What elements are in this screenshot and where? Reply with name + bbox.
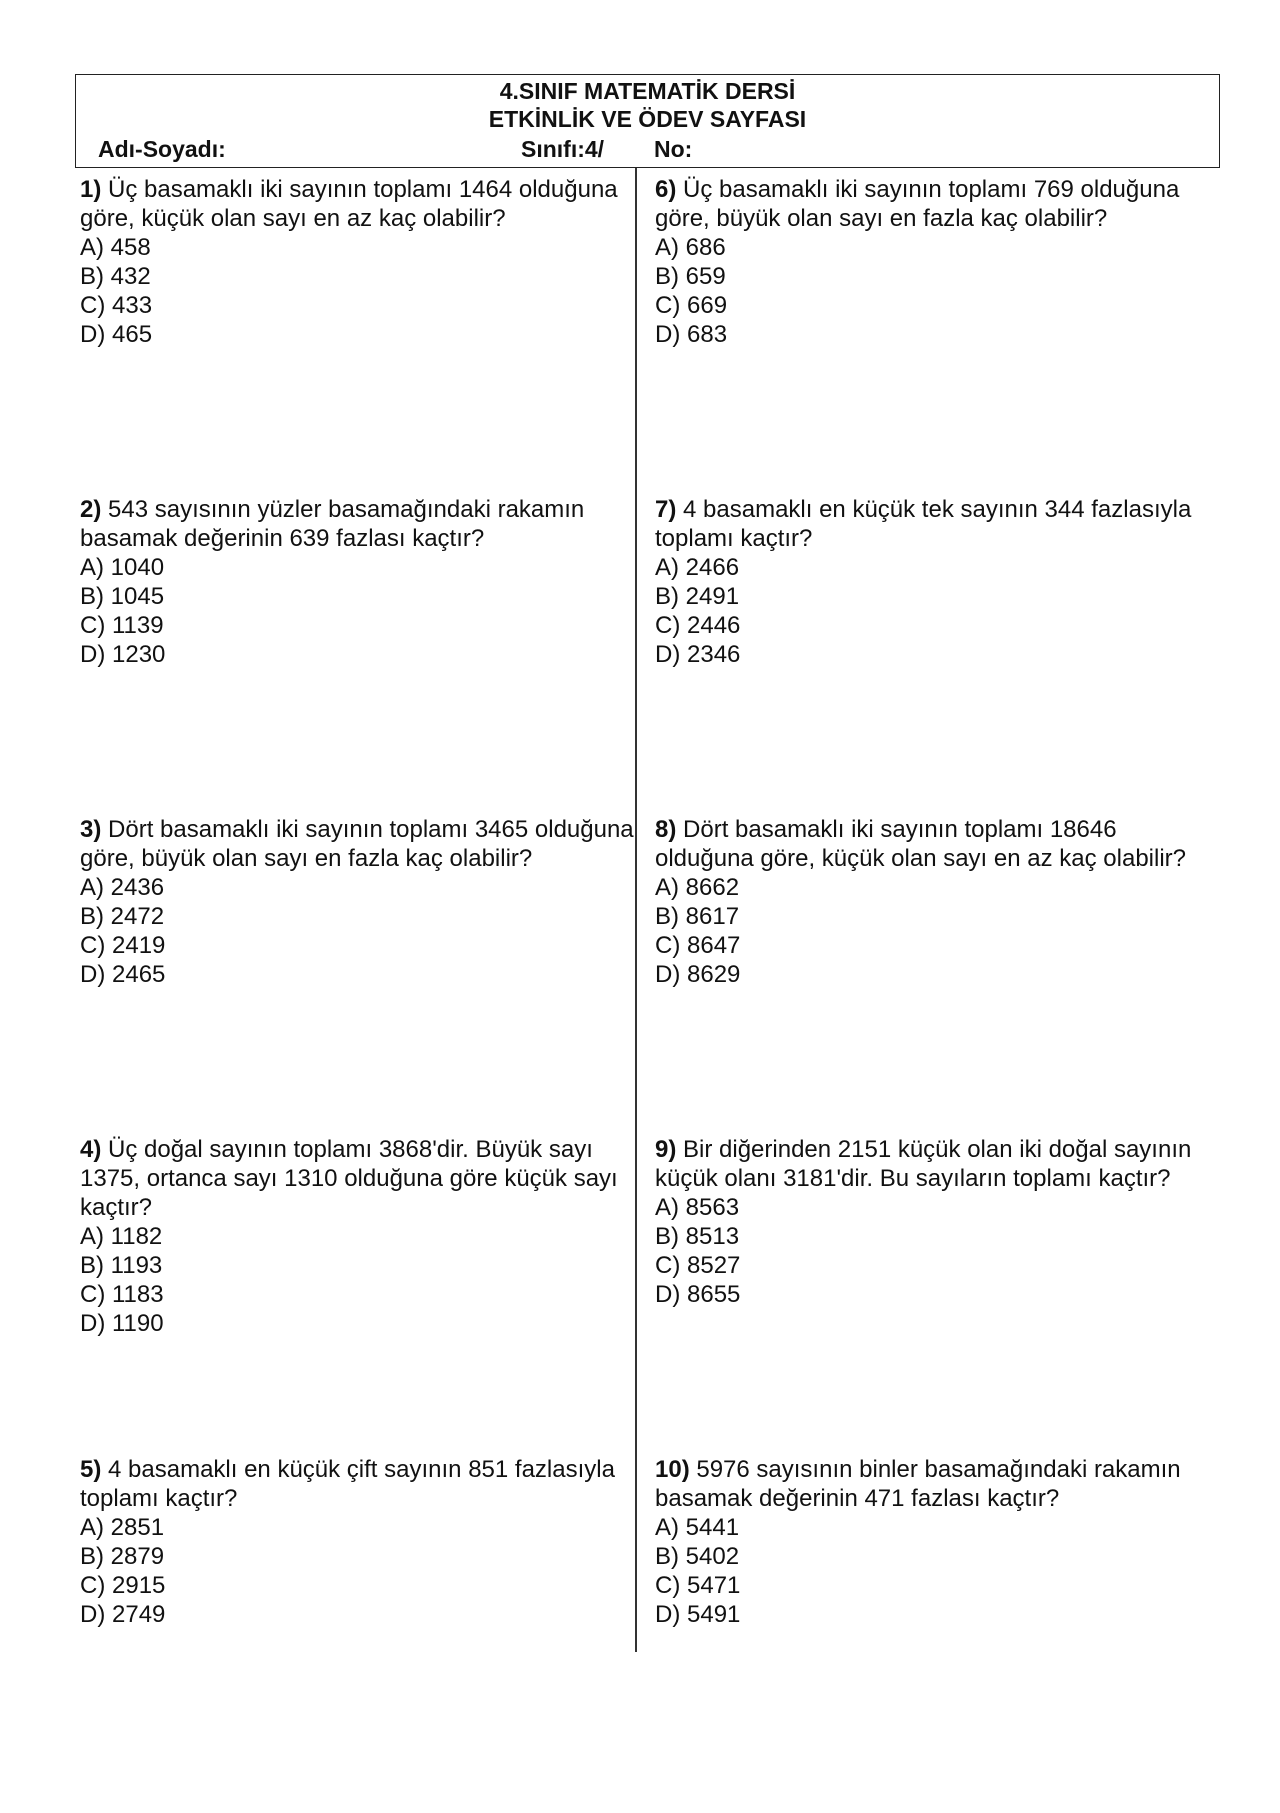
question-8 xyxy=(655,815,1215,989)
option-c: C) 433 xyxy=(80,292,153,319)
question-number: 7) xyxy=(655,496,677,523)
option-b: B) 659 xyxy=(655,263,726,290)
option-b: B) 1045 xyxy=(80,583,165,610)
class-label: Sınıfı:4/ xyxy=(521,136,605,162)
option-c: C) 5471 xyxy=(655,1572,741,1599)
question-text: Dört basamaklı iki sayının toplamı 3465 olduğuna göre, büyük olan sayı en fazla kaç olabilir? xyxy=(80,816,634,872)
option-c: C) 2419 xyxy=(80,932,166,959)
option-d: D) 2465 xyxy=(80,961,166,988)
option-c: C) 1183 xyxy=(80,1281,164,1308)
option-b: B) 2879 xyxy=(80,1543,165,1570)
student-number-label: No: xyxy=(654,136,693,162)
question-2 xyxy=(80,495,640,669)
option-a: A) 8662 xyxy=(655,874,740,901)
question-10 xyxy=(655,1455,1215,1629)
option-c: C) 8527 xyxy=(655,1252,741,1279)
option-c: C) 1139 xyxy=(80,612,164,639)
option-a: A) 2466 xyxy=(655,554,740,581)
option-d: D) 1230 xyxy=(80,641,166,668)
option-c: C) 8647 xyxy=(655,932,741,959)
question-3 xyxy=(80,815,640,989)
option-a: A) 1040 xyxy=(80,554,165,581)
question-4 xyxy=(80,1135,640,1338)
option-a: A) 2436 xyxy=(80,874,165,901)
option-a: A) 5441 xyxy=(655,1514,740,1541)
question-number: 4) xyxy=(80,1136,102,1163)
question-text: Bir diğerinden 2151 küçük olan iki doğal sayının küçük olanı 3181'dir. Bu sayıların toplamı kaçtır? xyxy=(655,1136,1192,1192)
option-b: B) 2472 xyxy=(80,903,165,930)
question-text: Üç basamaklı iki sayının toplamı 1464 olduğuna göre, küçük olan sayı en az kaç olabilir? xyxy=(80,176,618,232)
question-6 xyxy=(655,175,1215,349)
option-d: D) 1190 xyxy=(80,1310,164,1337)
option-b: B) 8617 xyxy=(655,903,740,930)
option-b: B) 432 xyxy=(80,263,151,290)
worksheet-title: 4.SINIF MATEMATİK DERSİ xyxy=(499,78,796,104)
question-text: 4 basamaklı en küçük çift sayının 851 fazlasıyla toplamı kaçtır? xyxy=(80,1456,615,1512)
question-1 xyxy=(80,175,640,349)
question-number: 10) xyxy=(655,1456,690,1483)
question-text: Üç basamaklı iki sayının toplamı 769 olduğuna göre, büyük olan sayı en fazla kaç olabilir? xyxy=(655,176,1180,232)
option-d: D) 2346 xyxy=(655,641,741,668)
option-d: D) 5491 xyxy=(655,1601,741,1628)
question-text: 543 sayısının yüzler basamağındaki rakamın basamak değerinin 639 fazlası kaçtır? xyxy=(80,496,585,552)
question-9 xyxy=(655,1135,1215,1309)
worksheet-header xyxy=(75,74,1220,168)
question-text: Dört basamaklı iki sayının toplamı 18646 olduğuna göre, küçük olan sayı en az kaç olabilir? xyxy=(655,816,1186,872)
option-b: B) 5402 xyxy=(655,1543,740,1570)
question-number: 2) xyxy=(80,496,102,523)
question-text: Üç doğal sayının toplamı 3868'dir. Büyük sayı 1375, ortanca sayı 1310 olduğuna göre küçük sayı kaçtır? xyxy=(80,1136,618,1221)
option-c: C) 669 xyxy=(655,292,728,319)
question-number: 9) xyxy=(655,1136,677,1163)
option-b: B) 1193 xyxy=(80,1252,163,1279)
question-number: 5) xyxy=(80,1456,102,1483)
student-name-label: Adı-Soyadı: xyxy=(98,136,226,162)
question-text: 5976 sayısının binler basamağındaki rakamın basamak değerinin 471 fazlası kaçtır? xyxy=(655,1456,1181,1512)
option-d: D) 465 xyxy=(80,321,153,348)
option-d: D) 683 xyxy=(655,321,728,348)
question-number: 3) xyxy=(80,816,102,843)
option-d: D) 2749 xyxy=(80,1601,166,1628)
option-a: A) 8563 xyxy=(655,1194,740,1221)
option-a: A) 458 xyxy=(80,234,151,261)
question-number: 6) xyxy=(655,176,677,203)
option-b: B) 2491 xyxy=(655,583,740,610)
option-d: D) 8655 xyxy=(655,1281,741,1308)
option-b: B) 8513 xyxy=(655,1223,740,1250)
worksheet-subtitle: ETKİNLİK VE ÖDEV SAYFASI xyxy=(488,106,807,132)
option-c: C) 2446 xyxy=(655,612,741,639)
option-c: C) 2915 xyxy=(80,1572,166,1599)
option-a: A) 686 xyxy=(655,234,726,261)
option-d: D) 8629 xyxy=(655,961,741,988)
question-number: 1) xyxy=(80,176,102,203)
option-a: A) 1182 xyxy=(80,1223,163,1250)
question-text: 4 basamaklı en küçük tek sayının 344 fazlasıyla toplamı kaçtır? xyxy=(655,496,1192,552)
question-5 xyxy=(80,1455,640,1629)
question-7 xyxy=(655,495,1215,669)
question-number: 8) xyxy=(655,816,677,843)
option-a: A) 2851 xyxy=(80,1514,165,1541)
